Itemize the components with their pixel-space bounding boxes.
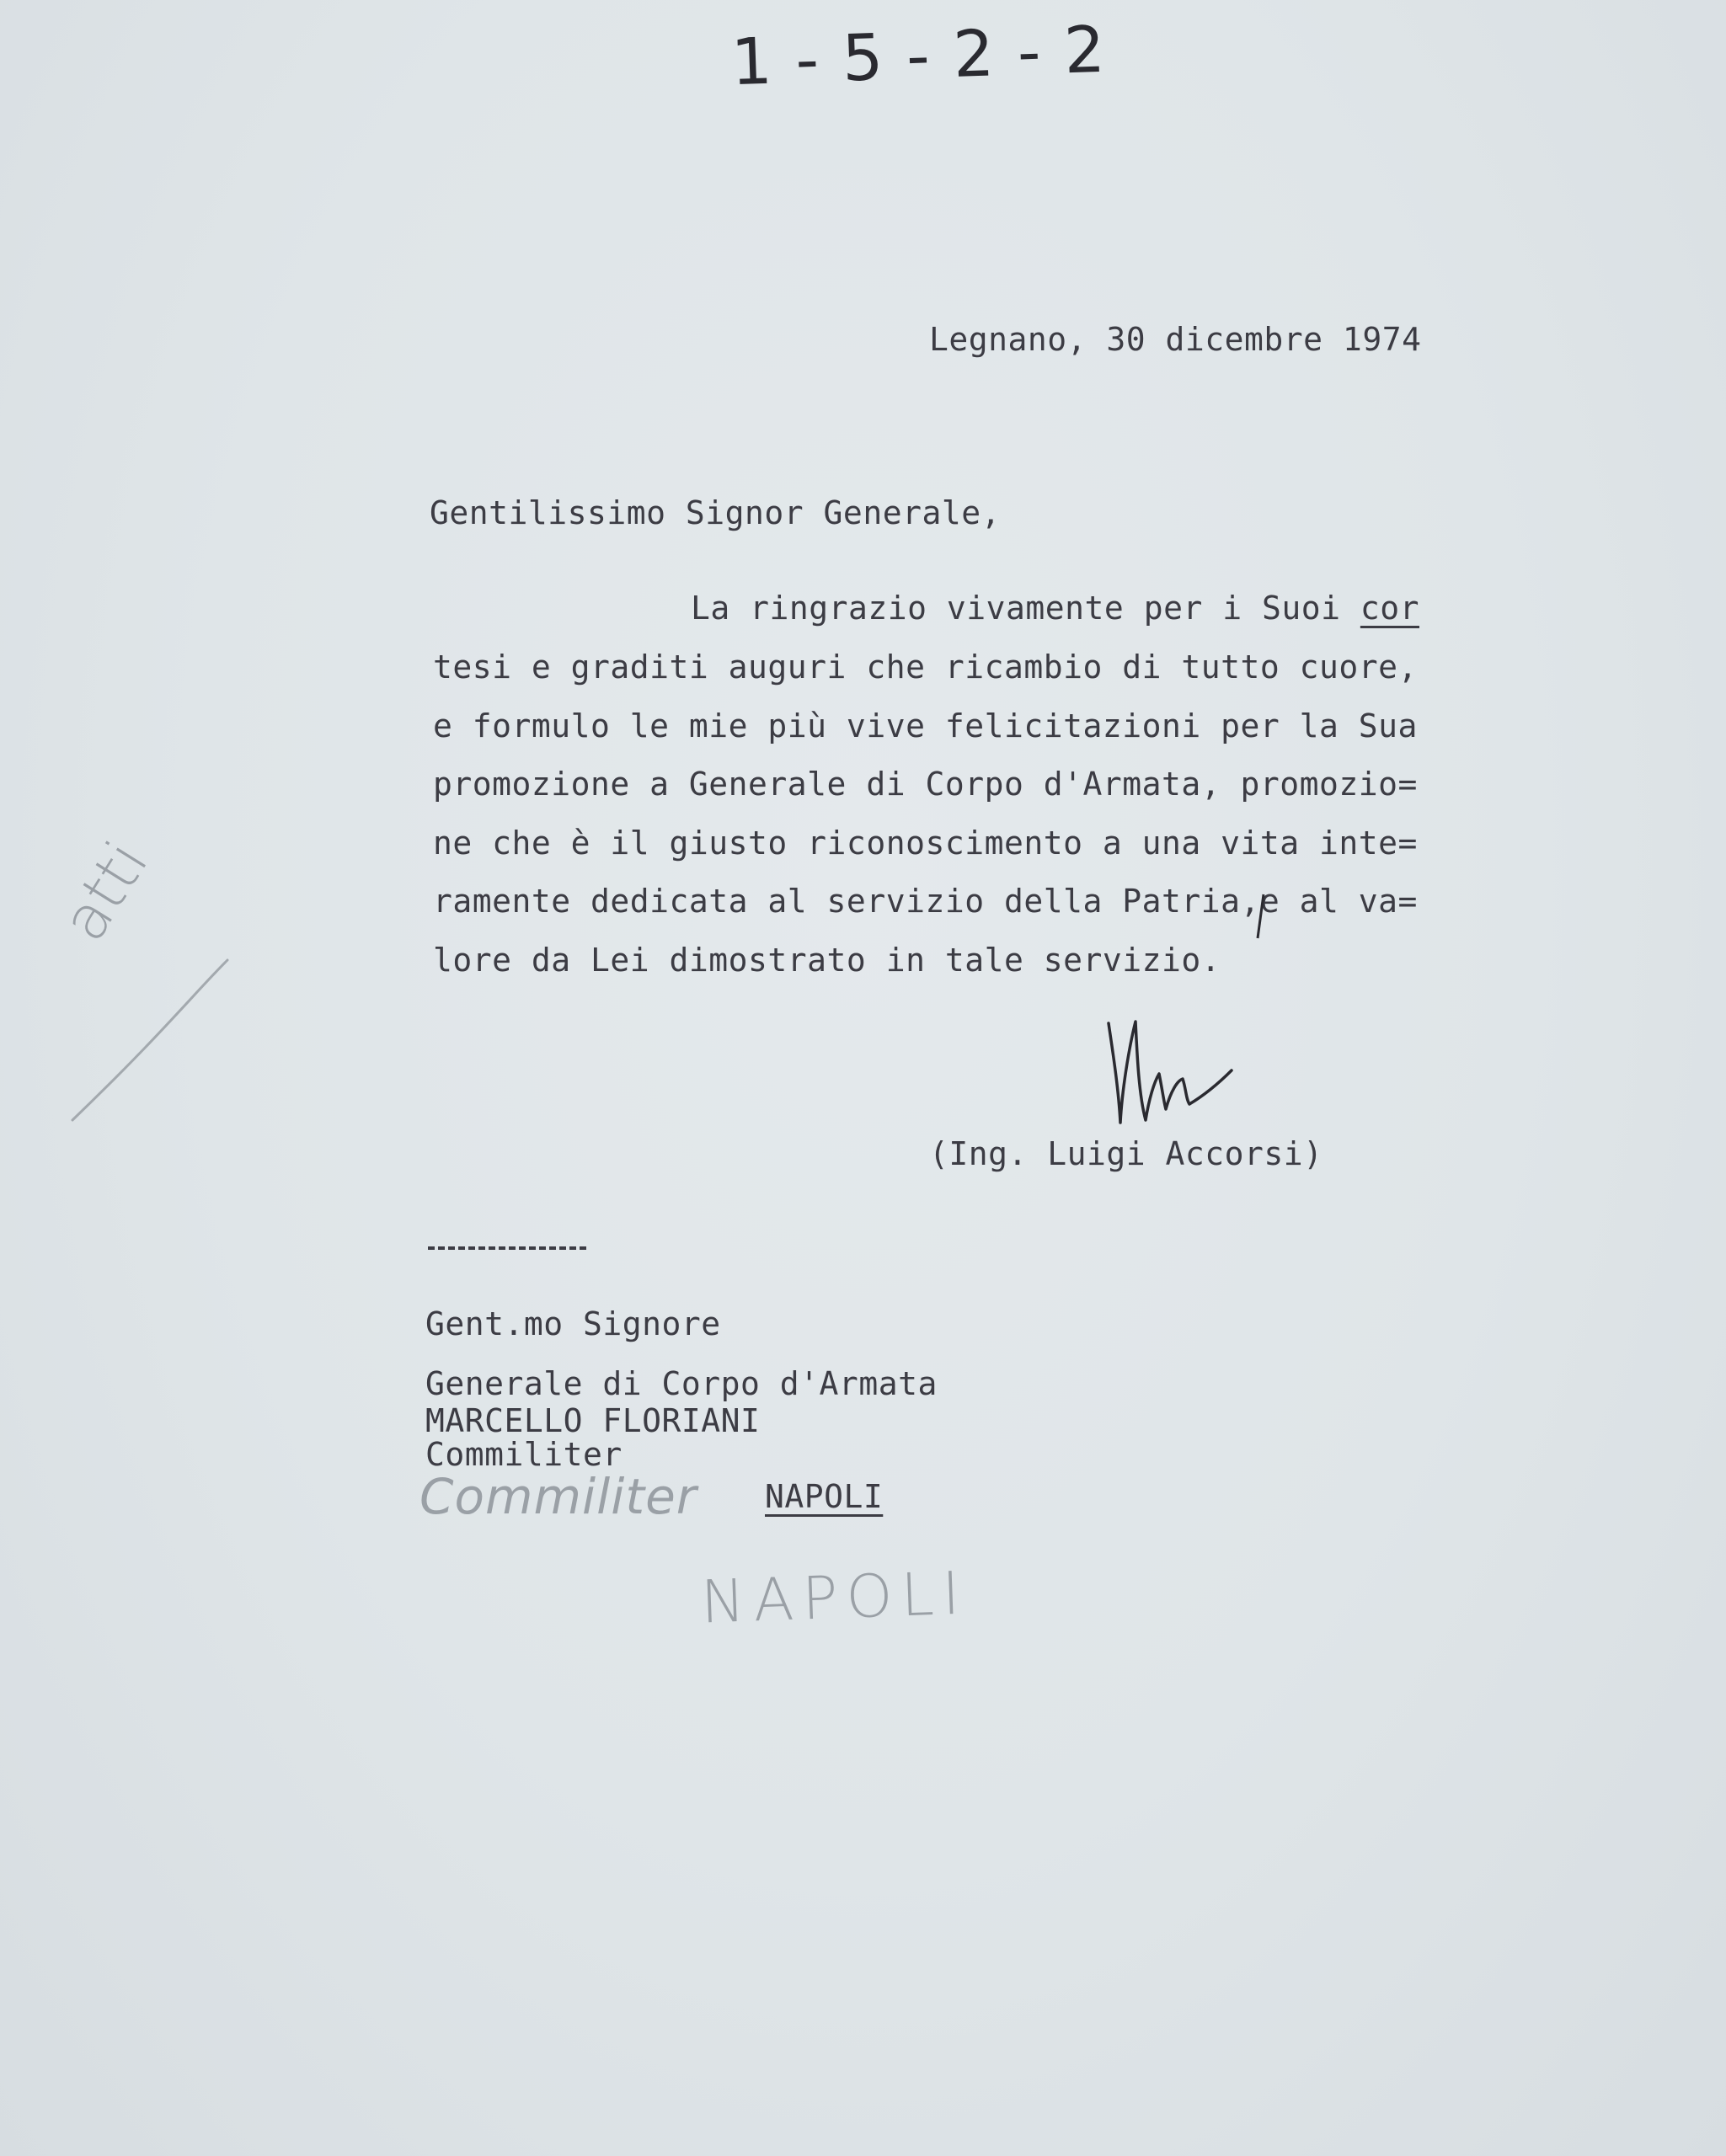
body-line-1 [691, 590, 1419, 627]
body-line-4: promozione a Generale di Corpo d'Armata, promozio= [433, 766, 1418, 803]
body-line-3: e formulo le mie più vive felicitazioni per la Sua [433, 707, 1418, 744]
recipient-rank: Generale di Corpo d'Armata [425, 1365, 938, 1402]
separator-rule [428, 1246, 586, 1250]
body-line-6: ramente dedicata al servizio della Patria,e al va= [433, 883, 1418, 920]
body-line-1-text: La ringrazio vivamente per i Suoi [691, 590, 1360, 627]
recipient-name: MARCELLO FLORIANI [425, 1402, 761, 1439]
body-line-2: tesi e graditi auguri che ricambio di tutto cuore, [433, 648, 1418, 686]
body-line-1-underlined-hyphen: cor [1360, 590, 1419, 627]
pencil-note-city: NAPOLI [699, 1558, 970, 1637]
pencil-note-margin: atti [47, 829, 163, 953]
pencil-note-unit: Commiliter [419, 1468, 697, 1525]
signature [1095, 1015, 1238, 1133]
recipient-title: Gent.mo Signore [425, 1305, 721, 1342]
pencil-margin-stroke [67, 943, 253, 1129]
recipient-city: NAPOLI [765, 1478, 884, 1515]
place-date: Legnano, 30 dicembre 1974 [929, 321, 1422, 358]
recipient-unit: Commiliter [425, 1436, 623, 1473]
archive-number: 1-5-2-2 [729, 10, 1130, 100]
signer-name: (Ing. Luigi Accorsi) [929, 1135, 1323, 1172]
body-line-7: lore da Lei dimostrato in tale servizio. [433, 942, 1221, 979]
correction-mark [1253, 891, 1270, 942]
salutation: Gentilissimo Signor Generale, [430, 494, 1001, 531]
body-line-5: ne che è il giusto riconoscimento a una vita inte= [433, 825, 1418, 862]
